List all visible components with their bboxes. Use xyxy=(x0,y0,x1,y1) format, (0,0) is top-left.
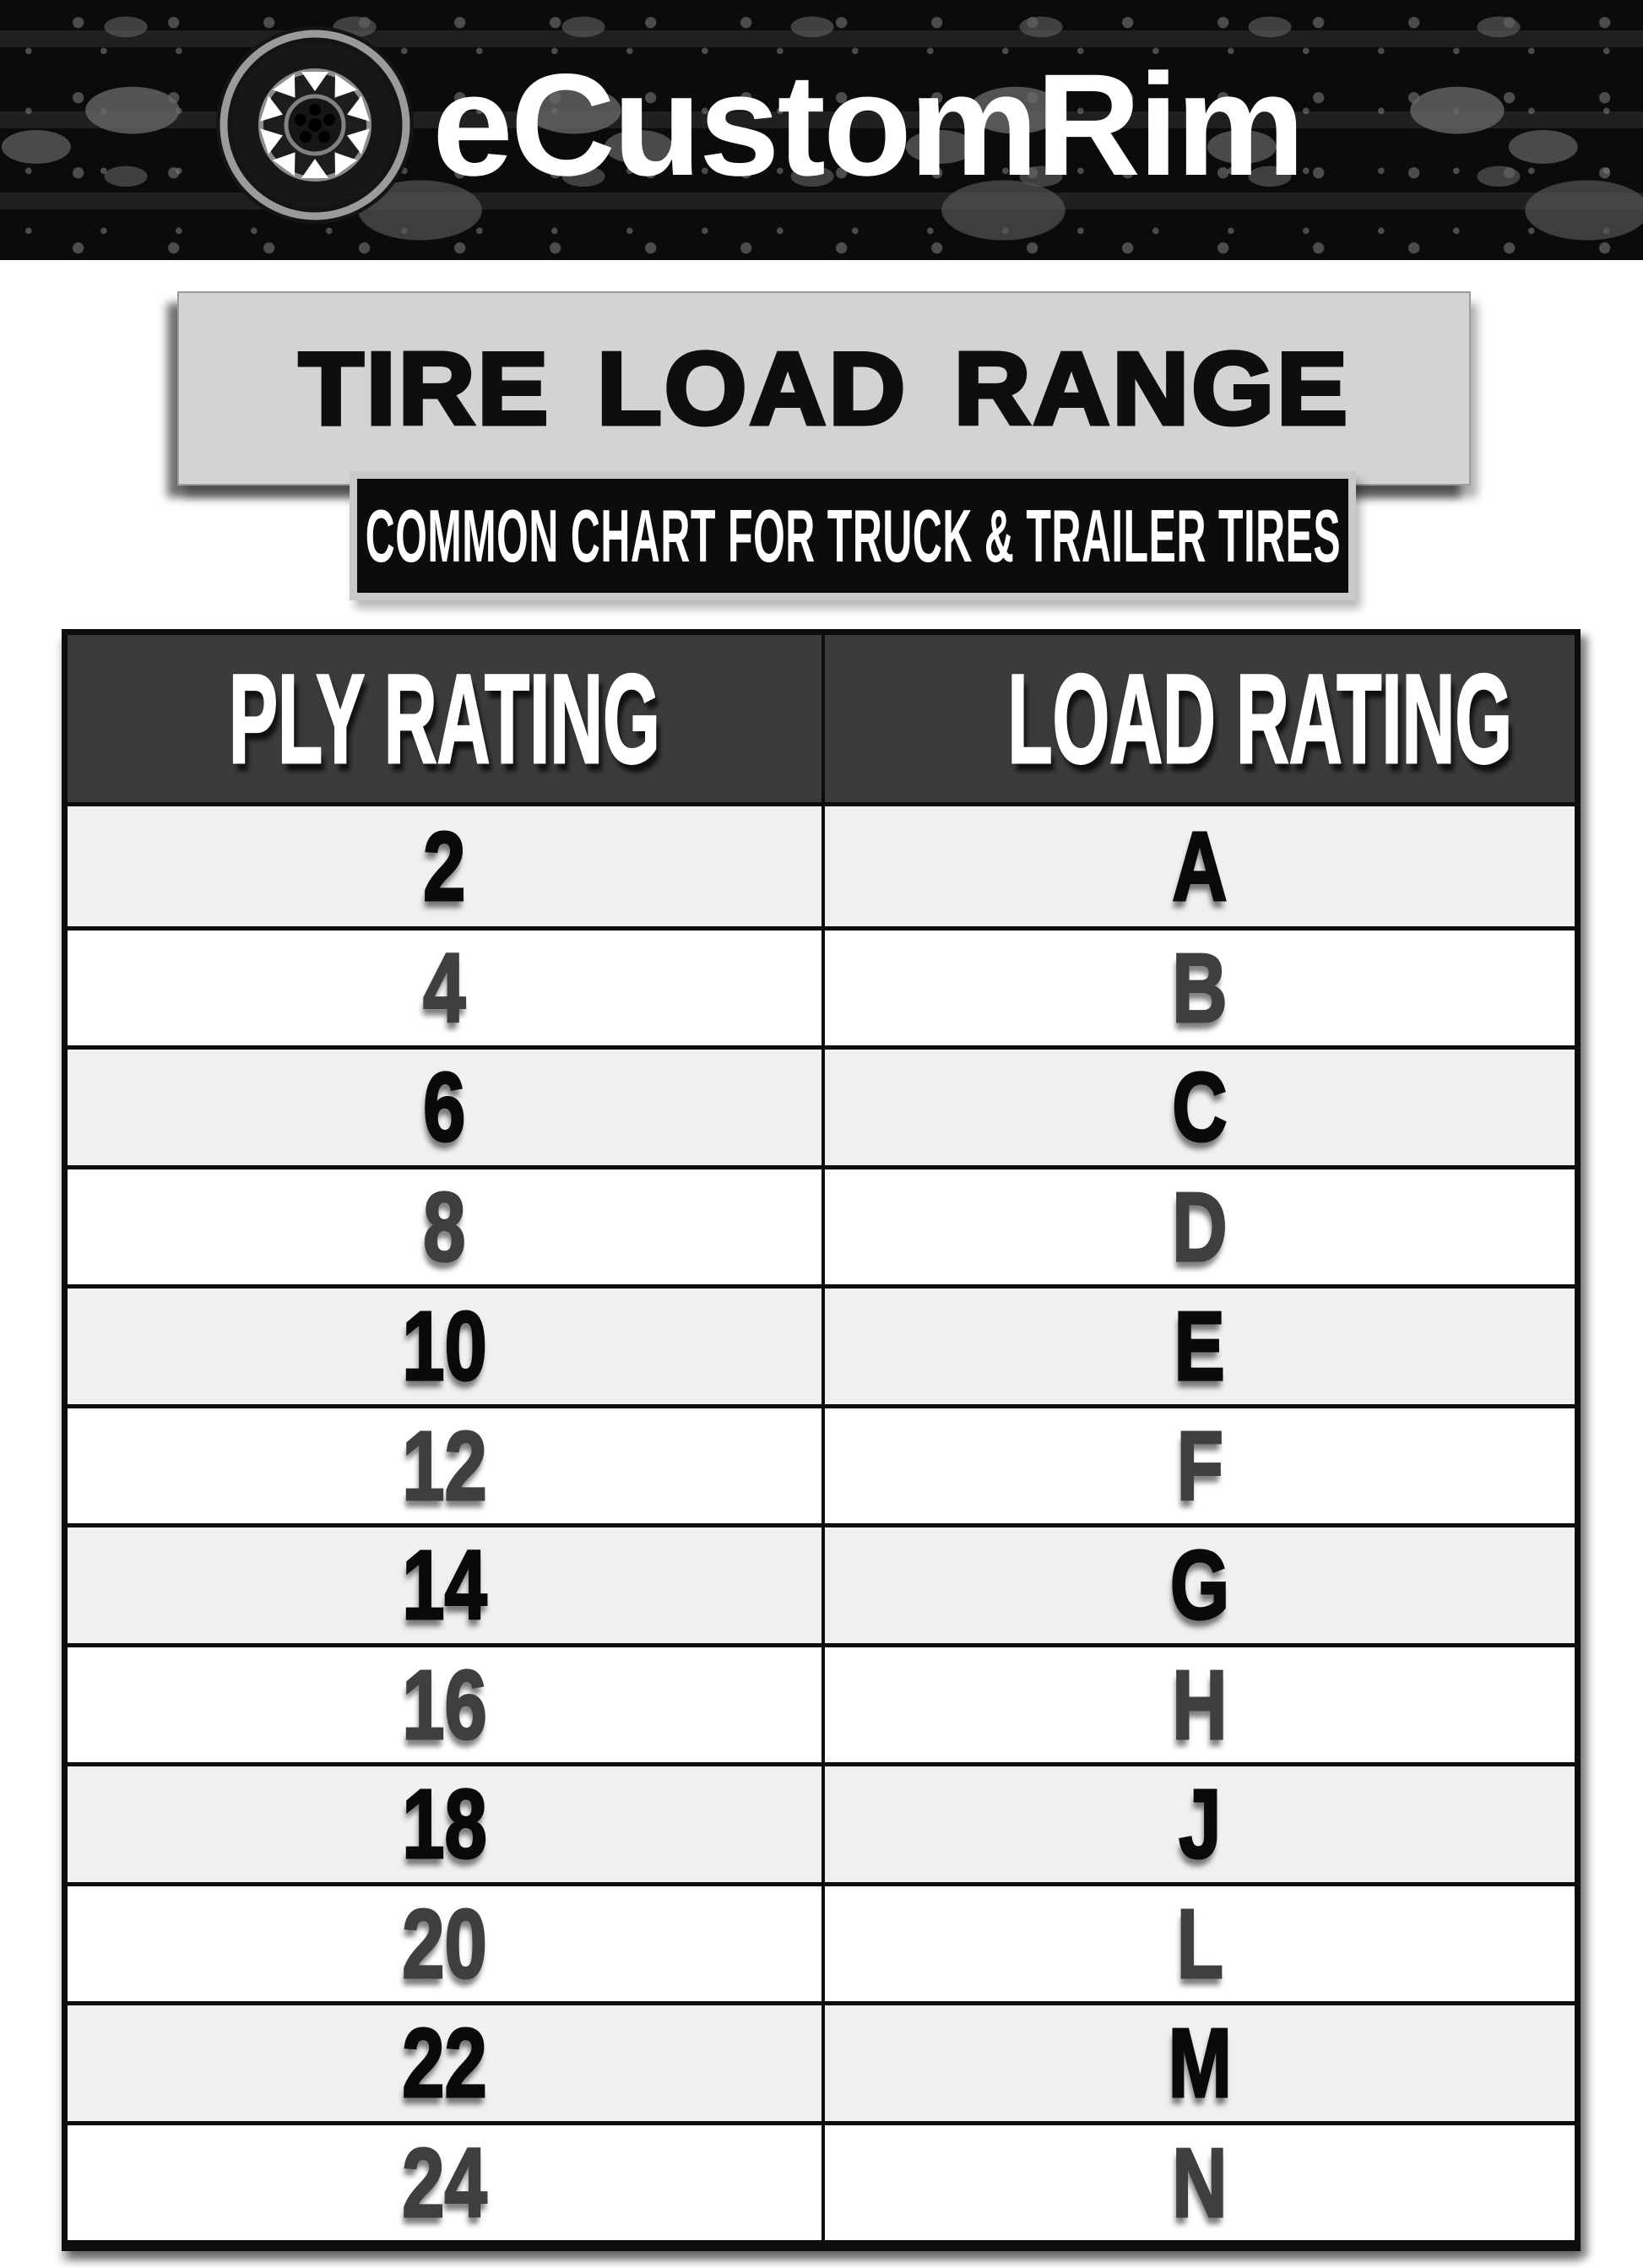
ply-rating-value: 10 xyxy=(402,1291,487,1402)
load-rating-value: A xyxy=(1172,811,1228,921)
title-card xyxy=(177,291,1471,486)
ply-rating-value: 4 xyxy=(423,932,466,1043)
load-rating-value: H xyxy=(1172,1649,1228,1760)
table-row xyxy=(68,926,1575,1046)
column-header-label: LOAD RATING xyxy=(1007,647,1513,789)
table-row xyxy=(68,1882,1575,2002)
column-header-ply-rating xyxy=(68,635,825,802)
ply-rating-value: 20 xyxy=(402,1888,487,1999)
subtitle-bar xyxy=(350,471,1356,600)
ply-rating-cell xyxy=(68,931,825,1046)
table-row xyxy=(68,1643,1575,1763)
load-rating-value: B xyxy=(1172,932,1228,1043)
table-row xyxy=(68,1523,1575,1643)
ply-rating-cell xyxy=(68,1527,825,1643)
ply-rating-cell xyxy=(68,2005,825,2121)
table-row xyxy=(68,1284,1575,1404)
load-rating-value: F xyxy=(1176,1410,1223,1521)
ply-rating-cell xyxy=(68,806,825,926)
load-range-table xyxy=(62,629,1581,2251)
load-rating-cell xyxy=(825,1886,1575,2002)
load-rating-cell xyxy=(825,1050,1575,1165)
load-rating-value: L xyxy=(1176,1888,1223,1999)
ply-rating-cell xyxy=(68,1647,825,1763)
load-rating-value: G xyxy=(1169,1530,1230,1641)
page-subtitle: COMMON CHART FOR TRUCK & TRAILER TIRES xyxy=(365,493,1341,578)
page-title: TIRE LOAD RANGE xyxy=(298,331,1350,446)
ply-rating-value: 24 xyxy=(402,2127,487,2238)
load-rating-value: M xyxy=(1168,2008,1232,2119)
table-row xyxy=(68,2121,1575,2241)
load-rating-cell xyxy=(825,806,1575,926)
column-header-label: PLY RATING xyxy=(229,647,660,789)
ply-rating-cell xyxy=(68,1169,825,1285)
load-rating-value: N xyxy=(1172,2127,1228,2238)
ply-rating-value: 2 xyxy=(423,811,466,921)
table-header-row xyxy=(68,635,1575,806)
table-row xyxy=(68,1165,1575,1285)
load-rating-cell xyxy=(825,931,1575,1046)
load-rating-cell xyxy=(825,1766,1575,1882)
tire-wheel-icon xyxy=(214,24,416,226)
ply-rating-value: 8 xyxy=(423,1171,466,1282)
table-row xyxy=(68,1045,1575,1165)
load-rating-cell xyxy=(825,1289,1575,1404)
ply-rating-cell xyxy=(68,1408,825,1524)
load-rating-cell xyxy=(825,1527,1575,1643)
ply-rating-cell xyxy=(68,1766,825,1882)
brand-name: eCustomRim xyxy=(432,44,1303,207)
load-rating-value: C xyxy=(1172,1052,1228,1163)
load-rating-cell xyxy=(825,1169,1575,1285)
table-row xyxy=(68,806,1575,926)
table-body xyxy=(68,806,1575,2240)
load-rating-value: D xyxy=(1172,1171,1228,1282)
load-rating-cell xyxy=(825,2125,1575,2241)
brand-banner xyxy=(0,0,1643,260)
load-rating-cell xyxy=(825,1408,1575,1524)
load-rating-cell xyxy=(825,2005,1575,2121)
ply-rating-value: 18 xyxy=(402,1769,487,1880)
ply-rating-value: 22 xyxy=(402,2008,487,2119)
ply-rating-value: 16 xyxy=(402,1649,487,1760)
load-rating-value: J xyxy=(1178,1769,1222,1880)
load-rating-cell xyxy=(825,1647,1575,1763)
ply-rating-value: 6 xyxy=(423,1052,466,1163)
load-rating-value: E xyxy=(1174,1291,1226,1402)
ply-rating-value: 12 xyxy=(402,1410,487,1521)
ply-rating-cell xyxy=(68,2125,825,2241)
ply-rating-cell xyxy=(68,1289,825,1404)
column-header-load-rating xyxy=(825,635,1643,802)
table-row xyxy=(68,1404,1575,1524)
table-row xyxy=(68,1762,1575,1882)
ply-rating-value: 14 xyxy=(402,1530,487,1641)
ply-rating-cell xyxy=(68,1886,825,2002)
table-row xyxy=(68,2001,1575,2121)
ply-rating-cell xyxy=(68,1050,825,1165)
